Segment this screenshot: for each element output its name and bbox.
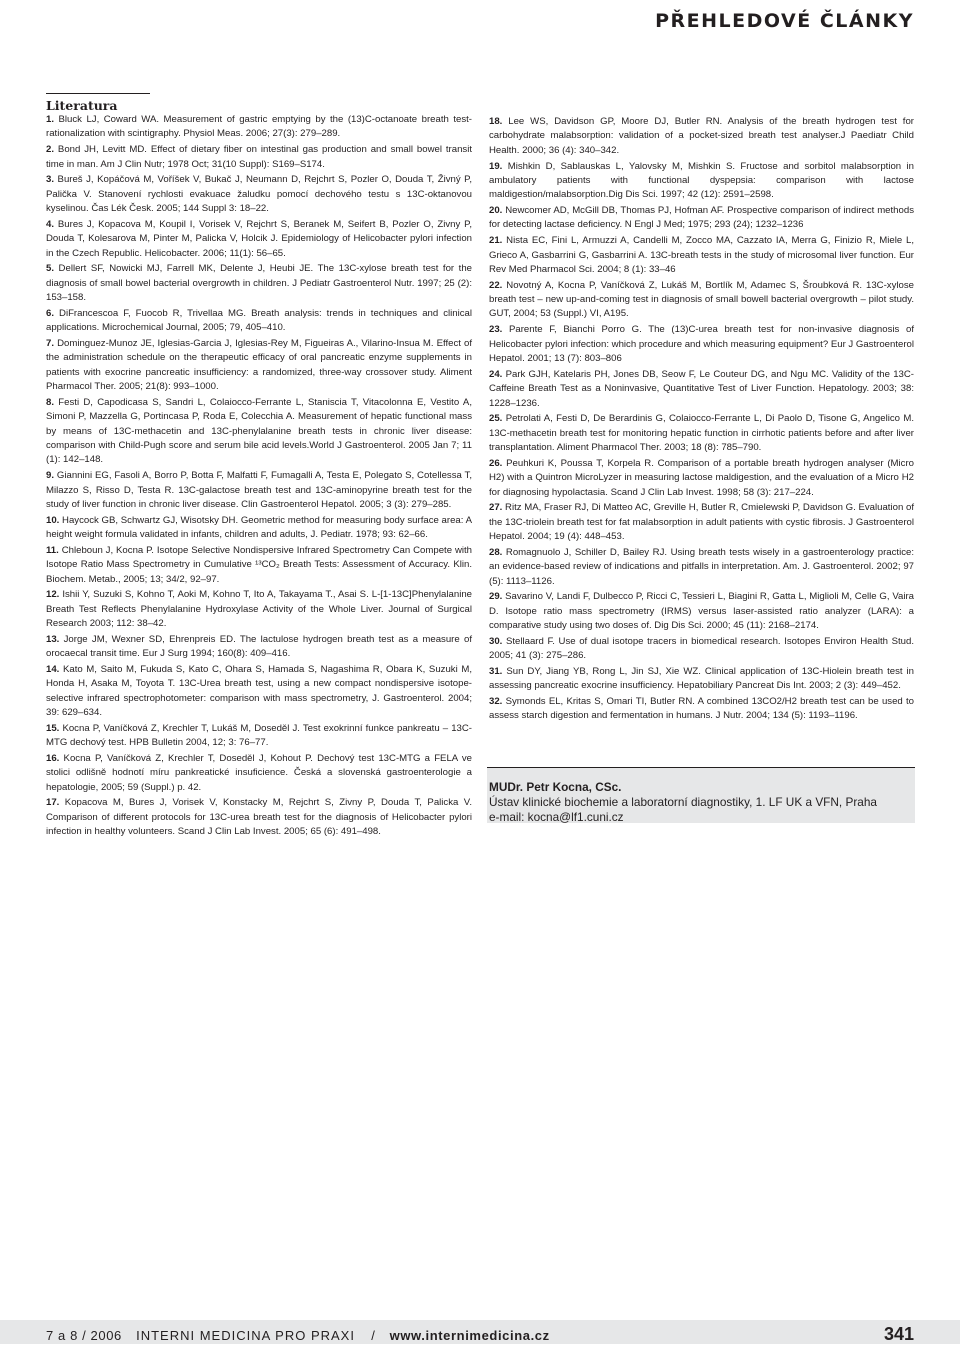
reference-text: Peuhkuri K, Poussa T, Korpela R. Comparison of a portable breath hydrogen analyser (Micro H2) with a Quintron MicroLyzer in measuring lactose maldigestion, and the evaluation of a Micro H2 for diagnosing hypolactasia. Scand J Clin Lab Invest. 1998; 58 (3): 217–224. xyxy=(489,457,914,498)
author-info-box xyxy=(487,767,915,823)
reference-item xyxy=(46,113,472,142)
reference-text: Kato M, Saito M, Fukuda S, Kato C, Ohara S, Hamada S, Nagashima R, Obara K, Suzuki M, Honda H, Asaka M, Toyota T. 13C-Urea breath test, using a new compact nondispersive isotope-selective infrared spectrophotometer: comparison with mass spectrometry, J. Gastroenterol. 2004; 39: 629–634. xyxy=(46,663,472,719)
reference-text: Bures J, Kopacova M, Koupil I, Vorisek V, Rejchrt S, Beranek M, Seifert B, Pozler O, Zivny P, Douda T, Kolesarova M, Pinter M, Palicka V, Holcik J. Epidemiology of Helicobacter pylori infection in the Czech Republic. Helicobacter. 2006; 11(1): 56–65. xyxy=(46,218,472,259)
reference-number: 3. xyxy=(46,174,55,186)
reference-text: Ishii Y, Suzuki S, Kohno T, Aoki M, Kohno T, Ito A, Takayama T., Asai S. L-[1-13C]Phenylalanine Breath Test Reflects Phenylalanine Hydroxylase Activity of the Whole Liver. Journal of Surgical Research 2003; 112: 38–42. xyxy=(46,589,472,630)
reference-number: 22. xyxy=(489,279,503,291)
reference-text: Lee WS, Davidson GP, Moore DJ, Butler RN. Analysis of the breath hydrogen test for carbohydrate malabsorption: validation of a pocket-sized breath test analyser.J Paediatr Child Health. 2000; 36 (4): 340–342. xyxy=(489,116,914,156)
reference-item xyxy=(46,514,472,543)
reference-number: 32. xyxy=(489,696,503,707)
reference-item xyxy=(46,143,472,172)
reference-number: 8. xyxy=(46,396,55,408)
reference-text: Giannini EG, Fasoli A, Borro P, Botta F, Malfatti F, Fumagalli A, Testa E, Polegato S, Cotellessa T, Milazzo S, Risso D, Testa R. 13C-galactose breath test and 13C-aminopyrine breath test for the study of liver function in chronic liver disease. Clin Gastroenterol Hepatol. 2005; 3 (3): 279–285. xyxy=(46,470,472,510)
reference-item xyxy=(46,633,472,662)
reference-text: DiFrancescoa F, Fuocob R, Trivellaa MG. Breath analysis: trends in techniques and clinical applications. Microchemical Journal, 2005; 79, 405–410. xyxy=(46,307,472,334)
reference-text: Nista EC, Fini L, Armuzzi A, Candelli M, Zocco MA, Cazzato IA, Merra G, Finizio R, Miele L, Grieco A, Gasbarrini G, Gasbarrini A. 13C-breath tests in the study of microsomal liver function. Eur Rev Med Pharmacol Sci. 2004; 8 (1): 33–46 xyxy=(489,235,914,275)
reference-text: Bond JH, Levitt MD. Effect of dietary fiber on intestinal gas production and small bowel transit time in man. Am J Clin Nutr; 1978 Oct; 31(10 Suppl): S169–S174. xyxy=(46,144,472,170)
reference-number: 14. xyxy=(46,663,60,675)
reference-item xyxy=(46,173,472,216)
reference-text: Chleboun J, Kocna P. Isotope Selective Nondispersive Infrared Spectrometry Can Compete with Isotope Ratio Mass Spectrometry in Cumulative ¹³CO₂ Breath Tests: Assessment of Accuracy. Klin. Biochem. Metab., 2005; 13; 34/2, 92–97. xyxy=(46,544,472,585)
author-email: e-mail: kocna@lf1.cuni.cz xyxy=(489,810,624,825)
reference-text: Romagnuolo J, Schiller D, Bailey RJ. Using breath tests wisely in a gastroenterology practice: an evidence-based review of indications and pitfalls in interpretation. Am. J. Gastroenterol. 2002; 97 (5): 1113–1126. xyxy=(489,546,914,587)
reference-text: Novotný A, Kocna P, Vaníčková Z, Lukáš M, Bortlík M, Adamec S, Šroubková R. 13C-xylose breath test – new up-and-coming test in diagnosis of small bowell bacterial overgrowth – pilot study. GUT, 2004; 53 (Suppl.) VI, A195. xyxy=(489,279,914,320)
reference-text: Bureš J, Kopáčová M, Voříšek V, Bukač J, Neumann D, Rejchrt S, Pozler O, Douda T, Živný P, Palička V. Stanovení rychlosti evakuace žaludku pomocí dechového testu s 13C-oktanovou kyselinou. Čas Lék Česk. 2005; 144 Suppl 3: 18–22. xyxy=(46,174,472,215)
reference-number: 10. xyxy=(46,514,60,526)
reference-text: Park GJH, Katelaris PH, Jones DB, Seow F, Le Couteur DG, and Ngu MC. Validity of the 13C-Caffeine Breath Test as a Noninvasive, Quantitative Test of Liver Function. Hepatology. 2003; 38: 1228–1236. xyxy=(489,368,914,409)
reference-number: 20. xyxy=(489,205,503,217)
reference-text: Savarino V, Landi F, Dulbecco P, Ricci C, Tessieri L, Biagini R, Gatta L, Miglioli M, Celle G, Vaira D. Isotope ratio mass spectrometry (IRMS) versus laser-assisted ratio analyzer (LARA): a comparative study using two doses of. Dig Dis Sci. 2000; 45 (11): 2168–2174. xyxy=(489,591,914,632)
reference-number: 4. xyxy=(46,218,55,230)
reference-text: Ritz MA, Fraser RJ, Di Matteo AC, Greville H, Butler R, Cmielewski P, Davidson G. Evaluation of the 13C-triolein breath test for fat malabsorption in adult patients with cystic fibrosis. J Gastroenterol Hepatol. 2004; 19 (4): 448–453. xyxy=(489,502,914,543)
reference-number: 31. xyxy=(489,665,503,677)
footer-separator: / xyxy=(371,1328,376,1343)
reference-number: 16. xyxy=(46,752,60,764)
reference-item xyxy=(489,695,914,724)
reference-number: 24. xyxy=(489,368,503,380)
reference-item xyxy=(489,412,914,455)
reference-item xyxy=(46,588,472,631)
reference-number: 12. xyxy=(46,589,60,601)
author-name: MUDr. Petr Kocna, CSc. xyxy=(489,780,622,794)
section-title: PŘEHLEDOVÉ ČLÁNKY xyxy=(655,10,914,32)
reference-text: Bluck LJ, Coward WA. Measurement of gastric emptying by the (13)C-octanoate breath test-rationalization with scintigraphy. Physiol Meas. 2006; 27(3): 279–289. xyxy=(46,114,472,140)
references-column-left xyxy=(46,113,472,841)
footer-website-link[interactable]: www.internimedicina.cz xyxy=(389,1328,550,1343)
reference-item xyxy=(489,160,914,203)
reference-item xyxy=(46,544,472,587)
reference-item xyxy=(489,234,914,277)
reference-text: Kopacova M, Bures J, Vorisek V, Konstacky M, Rejchrt S, Zivny P, Douda T, Palicka V. Comparison of different protocols for 13C-urea breath test for the diagnosis of Helicobacter pylori infection in healthy volunteers. Scand J Clin Lab Invest. 2005; 65 (6): 491–498. xyxy=(46,797,472,838)
reference-text: Newcomer AD, McGill DB, Thomas PJ, Hofman AF. Prospective comparison of indirect methods for detecting lactase deficiency. N Engl J Med; 1975; 293 (24); 1232–1236 xyxy=(489,205,914,231)
reference-item xyxy=(489,323,914,366)
reference-text: Petrolati A, Festi D, De Berardinis G, Colaiocco-Ferrante L, Di Paolo D, Tisone G, Angelico M. 13C-methacetin breath test for monitoring hepatic function in cirrhotic patients before and after liver transplantation. Aliment Pharmacol Ther. 2003; 18 (8): 785–790. xyxy=(489,413,914,454)
footer-journal: INTERNI MEDICINA PRO PRAXI xyxy=(136,1328,355,1343)
reference-item xyxy=(489,546,914,589)
reference-item xyxy=(46,307,472,336)
reference-item xyxy=(489,635,914,664)
reference-number: 19. xyxy=(489,160,503,172)
references-column-right xyxy=(489,115,914,725)
reference-number: 26. xyxy=(489,457,503,469)
reference-item xyxy=(489,115,914,158)
reference-text: Festi D, Capodicasa S, Sandri L, Colaiocco-Ferrante L, Staniscia T, Vitacolonna E, Vestito A, Simoni P, Mazzella G, Portincasa P, Roda E, Colecchia A. Measurement of hepatic functional mass by means of 13C-methacetin and 13C-phenylalanine breath tests in chronic liver disease: comparison with Child-Pugh score and serum bile acid levels.World J Gastroenterol. 2005 Jan 7; 11 (1): 142–148. xyxy=(46,396,472,466)
reference-item xyxy=(489,457,914,500)
reference-item xyxy=(46,663,472,721)
reference-text: Sun DY, Jiang YB, Rong L, Jin SJ, Xie WZ. Clinical application of 13C-Hiolein breath test in assessing pancreatic exocrine insufficiency. Hepatobiliary Pancreat Dis Int. 2003; 2 (3): 449–452. xyxy=(489,665,914,692)
reference-number: 29. xyxy=(489,591,503,603)
reference-number: 15. xyxy=(46,722,60,734)
page-number: 341 xyxy=(883,1324,914,1344)
reference-number: 21. xyxy=(489,235,503,247)
author-affiliation: Ústav klinické biochemie a laboratorní diagnostiky, 1. LF UK a VFN, Praha xyxy=(489,795,877,810)
reference-item xyxy=(46,796,472,839)
reference-number: 11. xyxy=(46,544,59,556)
reference-number: 13. xyxy=(46,633,60,645)
reference-number: 27. xyxy=(489,502,503,514)
reference-item xyxy=(489,368,914,411)
reference-number: 6. xyxy=(46,307,55,319)
reference-item xyxy=(489,665,914,694)
reference-number: 28. xyxy=(489,546,503,558)
reference-number: 9. xyxy=(46,470,55,482)
reference-number: 17. xyxy=(46,797,60,809)
reference-text: Kocna P, Vaníčková Z, Krechler T, Lukáš M, Doseděl J. Test exokrinní funkce pankreatu – 13C-MTG dechový test. HPB Bulletin 2004, 12; 3: 76–77. xyxy=(46,722,472,749)
reference-text: Parente F, Bianchi Porro G. The (13)C-urea breath test for non-invasive diagnosis of Helicobacter pylori infection: which procedure and which measuring equipment? Eur J Gastroenterol Hepatol. 2001; 13 (7): 803–806 xyxy=(489,324,915,364)
reference-item xyxy=(489,590,914,633)
reference-number: 7. xyxy=(46,337,55,349)
footer-issue: 7 a 8 / 2006 xyxy=(46,1328,122,1343)
reference-item xyxy=(489,279,914,322)
reference-item xyxy=(46,752,472,795)
reference-text: Mishkin D, Sablauskas L, Yalovsky M, Mishkin S. Fructose and sorbitol malabsorption in ambulatory patients with functional dyspepsia: comparison with lactose maldigestion/malabsorption.Dig Dis Sci. 1997; 42 (12): 2591–2598. xyxy=(489,160,914,201)
reference-number: 1. xyxy=(46,114,55,125)
reference-item xyxy=(489,501,914,544)
reference-text: Symonds EL, Kritas S, Omari TI, Butler RN. A combined 13CO2/H2 breath test can be used to assess starch digestion and fermentation in humans. J Nutr. 2004; 134 (5): 1193–1196. xyxy=(489,696,914,722)
reference-item xyxy=(489,204,914,233)
reference-item xyxy=(46,469,472,512)
reference-number: 25. xyxy=(489,413,503,425)
reference-item xyxy=(46,396,472,468)
reference-number: 18. xyxy=(489,116,503,127)
reference-number: 23. xyxy=(489,324,503,336)
reference-text: Stellaard F. Use of dual isotope tracers in biomedical research. Isotopes Environ Health Stud. 2005; 41 (3): 275–286. xyxy=(489,635,914,662)
reference-number: 2. xyxy=(46,144,55,156)
reference-text: Kocna P, Vaníčková Z, Krechler T, Doseděl J, Kohout P. Dechový test 13C-MTG a FELA ve stolici odlišně hodnotí míru pankreatické insuficience. Česká a slovenská gastroenterologie a hepatologie, 2005; 59 (Suppl.) p. 42. xyxy=(46,752,472,793)
footer-text xyxy=(46,1328,550,1343)
reference-item xyxy=(46,218,472,261)
reference-item xyxy=(46,262,472,305)
heading-rule xyxy=(46,93,150,94)
reference-text: Jorge JM, Wexner SD, Ehrenpreis ED. The lactulose hydrogen breath test as a measure of orocaecal transit time. Eur J Surg 1994; 160(8): 409–416. xyxy=(46,633,472,660)
reference-number: 5. xyxy=(46,263,55,275)
reference-item xyxy=(46,337,472,395)
reference-text: Dominguez-Munoz JE, Iglesias-Garcia J, Iglesias-Rey M, Figueiras A., Vilarino-Insua M. Effect of the administration schedule on the therapeutic efficacy of oral pancreatic enzyme supplements in patients with exocrine pancreatic insufficiency: a randomized, three-way crossover study. Aliment Pharmacol Ther. 2005; 21(8): 993–1000. xyxy=(46,337,472,393)
reference-item xyxy=(46,722,472,751)
references-heading: Literatura xyxy=(46,98,118,113)
reference-text: Dellert SF, Nowicki MJ, Farrell MK, Delente J, Heubi JE. The 13C-xylose breath test for the diagnosis of small bowel bacterial overgrowth in children. J Pediatr Gastroenterol Nutr. 1997; 25 (2): 153–158. xyxy=(46,263,472,304)
reference-text: Haycock GB, Schwartz GJ, Wisotsky DH. Geometric method for measuring body surface area: A height weight formula validated in infants, children and adults, J. Pediatr. 1978; 93: 62–66. xyxy=(46,514,472,541)
reference-number: 30. xyxy=(489,635,503,647)
